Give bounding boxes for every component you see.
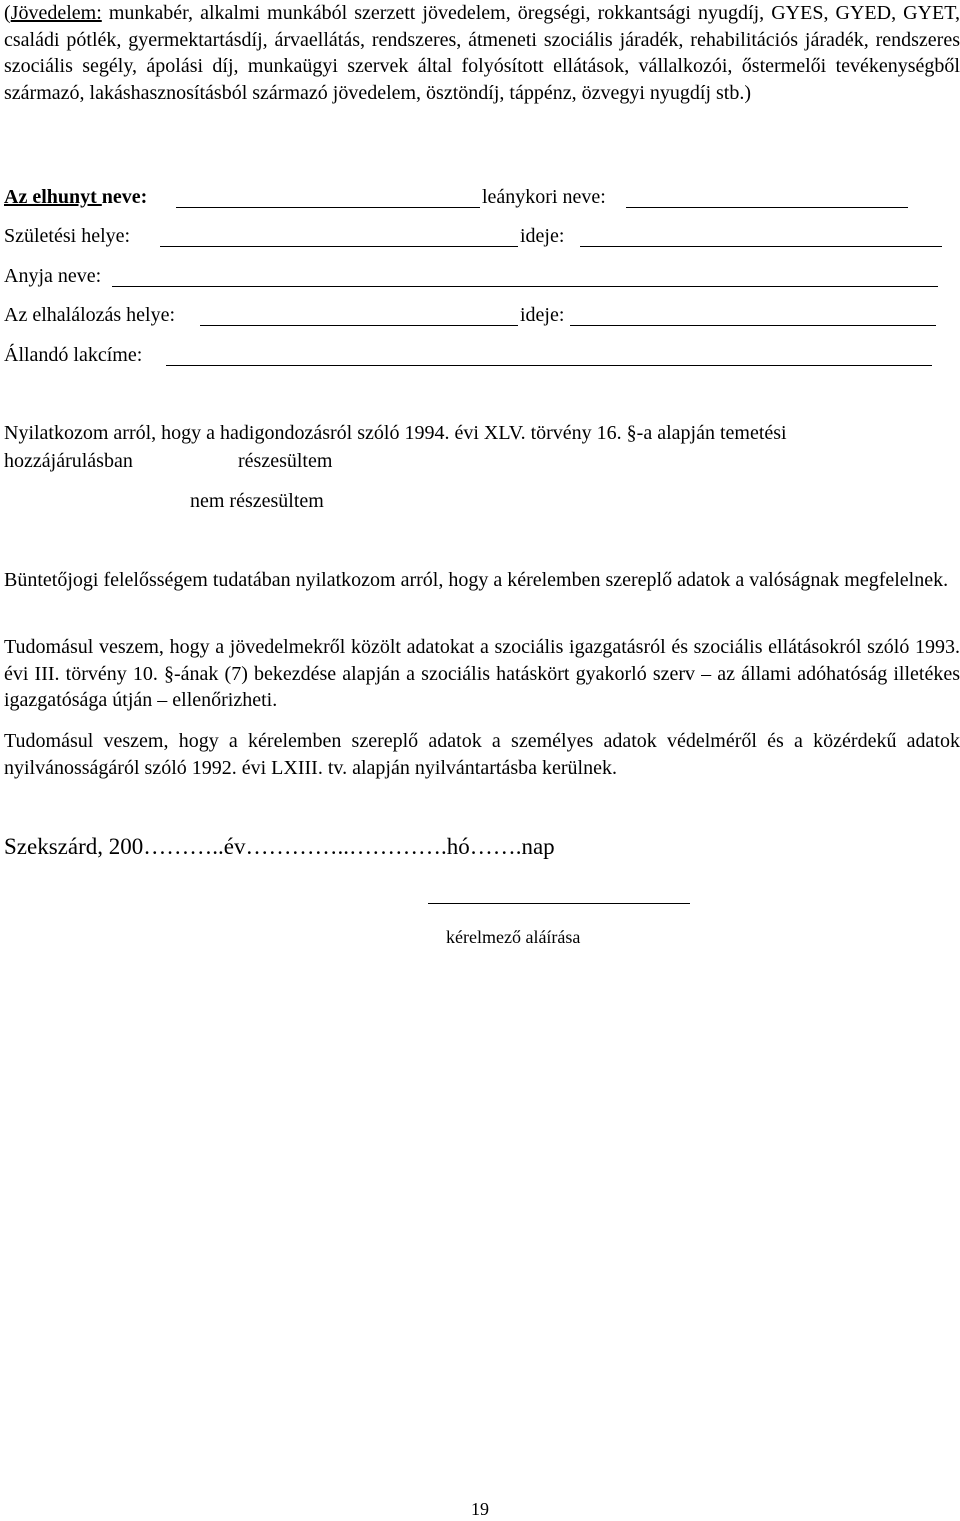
death-place-label: Az elhalálozás helye:	[4, 304, 176, 326]
birth-date-field[interactable]	[580, 246, 942, 247]
death-place-row	[4, 301, 175, 329]
birth-place-label: Születési helye:	[4, 225, 131, 247]
maiden-name-row	[482, 183, 606, 211]
signature-line[interactable]	[428, 903, 690, 904]
data-protection-statement: Tudomásul veszem, hogy a kérelemben szereplő adatok a személyes adatok védelméről és a közérdekű adatok nyilvánosságáról szóló 1992. évi LXIII. tv. alapján nyilvántartásba kerülnek.	[4, 730, 960, 779]
deceased-name-label-part2: neve:	[101, 186, 148, 208]
maiden-name-label: leánykori neve:	[482, 186, 606, 208]
place-and-date-field[interactable]: Szekszárd, 200………..év…………..………….hó…….nap	[4, 834, 555, 859]
option-received[interactable]: részesültem	[238, 450, 333, 472]
mother-name-label: Anyja neve:	[4, 265, 102, 287]
deceased-name-field[interactable]	[176, 207, 480, 208]
signature-caption: kérelmező aláírása	[446, 927, 581, 947]
income-label: Jövedelem:	[10, 2, 102, 24]
death-date-label: ideje:	[520, 304, 565, 326]
address-row	[4, 341, 142, 369]
address-label: Állandó lakcíme:	[4, 344, 143, 366]
birth-date-label: ideje:	[520, 225, 565, 247]
maiden-name-field[interactable]	[626, 207, 908, 208]
declaration-line2-prefix: hozzájárulásban	[4, 450, 133, 472]
address-field[interactable]	[166, 365, 932, 366]
deceased-name-row	[4, 183, 147, 211]
death-date-row	[520, 301, 564, 329]
liability-statement: Büntetőjogi felelősségem tudatában nyilatkozom arról, hogy a kérelemben szereplő adatok a valóságnak megfelelnek.	[4, 569, 949, 591]
birth-place-row	[4, 222, 130, 250]
deceased-name-label-part1: Az elhunyt	[4, 186, 102, 208]
income-definition-text: munkabér, alkalmi munkából szerzett jövedelem, öregségi, rokkantsági nyugdíj, GYES, GYED, GYET, családi pótlék, gyermektartásdíj, árvaellátás, rendszeres, átmeneti szociális járadék, rehabilitációs járadék, rendszeres szociális segély, ápolási díj, munkaügyi szervek által folyósított ellátások, vállalkozói, őstermelői tevékenységből származó, lakáshasznosításból származó jövedelem, ösztöndíj, táppénz, özvegyi nyugdíj stb.)	[4, 2, 960, 104]
funeral-aid-declaration	[4, 420, 960, 447]
birth-place-field[interactable]	[160, 246, 518, 247]
birth-date-row	[520, 222, 564, 250]
mother-name-field[interactable]	[112, 286, 938, 287]
mother-name-row	[4, 262, 101, 290]
intro-prefix: (	[4, 2, 11, 24]
death-place-field[interactable]	[200, 325, 518, 326]
declaration-text: Nyilatkozom arról, hogy a hadigondozásról szóló 1994. évi XLV. törvény 16. §-a alapján temetési	[4, 422, 787, 444]
income-definition-paragraph	[4, 0, 960, 106]
income-check-statement: Tudomásul veszem, hogy a jövedelmekről közölt adatokat a szociális igazgatásról és szociális ellátásokról szóló 1993. évi III. törvény 10. §-ának (7) bekezdése alapján a szociális hatáskört gyakorló szerv – az állami adóhatóság illetékes igazgatósága útján – ellenőrizheti.	[4, 636, 960, 711]
option-not-received[interactable]: nem részesültem	[190, 490, 324, 512]
death-date-field[interactable]	[570, 325, 936, 326]
page-number: 19	[471, 1499, 489, 1519]
